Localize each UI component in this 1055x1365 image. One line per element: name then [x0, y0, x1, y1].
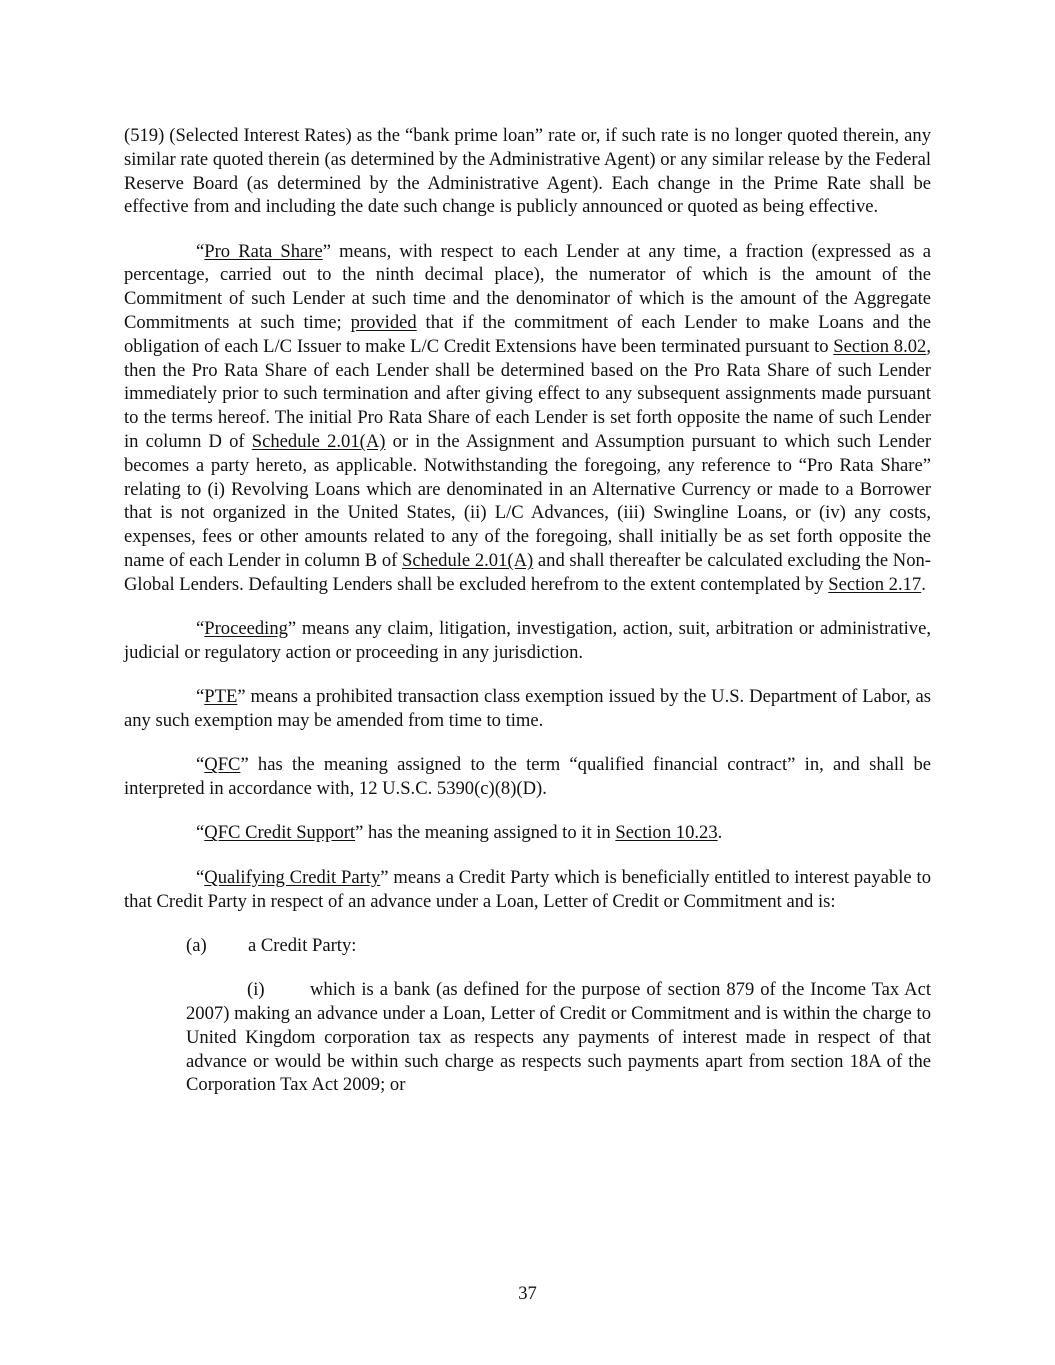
list-item-label: (a) [186, 934, 207, 956]
continuation-paragraph: (519) (Selected Interest Rates) as the “bank prime loan” rate or, if such rate is no longer quoted therein, any similar rate quoted therein (as determined by the Administrative Agent) or any similar release by the Federal Reserve Board (as determined by the Administrative Agent). Each change in the Prime Rate shall be effective from and including the date such change is publicly announced or quoted as being effective. [124, 125, 931, 218]
defined-term: Pro Rata Share [204, 240, 323, 262]
defined-term: Proceeding [204, 618, 288, 640]
section-reference: Section 10.23 [615, 822, 718, 844]
list-item-text: a Credit Party: [248, 934, 357, 956]
definition-qfc: “QFC” has the meaning assigned to the term “qualified financial contract” in, and shall be interpreted in accordance with, 12 U.S.C. 5390(c)(8)(D). [124, 754, 931, 800]
definition-pte: “PTE” means a prohibited transaction class exemption issued by the U.S. Department of Labor, as any such exemption may be amended from time to time. [124, 686, 931, 732]
section-reference: Section 8.02 [833, 335, 927, 357]
definition-proceeding: “Proceeding” means any claim, litigation, investigation, action, suit, arbitration or administrative, judicial or regulatory action or proceeding in any jurisdiction. [124, 618, 931, 663]
document-body [124, 124, 931, 1097]
defined-term: QFC [204, 754, 241, 776]
page-number: 37 [518, 1283, 537, 1304]
defined-term: Qualifying Credit Party [204, 866, 381, 888]
defined-term: QFC Credit Support [204, 822, 356, 844]
list-item-i [186, 978, 931, 1097]
list-item-text: which is a bank (as defined for the purpose of section 879 of the Income Tax Act 2007) making an advance under a Loan, Letter of Credit or Commitment and is within the charge to United Kingdom corporation tax as respects any payments of interest made in respect of that advance or would be within such charge as respects such payments apart from section 18A of the Corporation Tax Act 2009; or [186, 979, 931, 1096]
schedule-reference: Schedule 2.01(A) [251, 431, 386, 453]
definition-pro-rata-share: “Pro Rata Share” means, with respect to each Lender at any time, a fraction (expressed as a percentage, carried out to the ninth decimal place), the numerator of which is the amount of the Commitment of such Lender at such time and the denominator of which is the amount of the Aggregate Commitments at such time; provided that if the commitment of each Lender to make Loans and the obligation of each L/C Issuer to make L/C Credit Extensions have been terminated pursuant to Section 8.02, then the Pro Rata Share of each Lender shall be determined based on the Pro Rata Share of such Lender immediately prior to such termination and after giving effect to any subsequent assignments made pursuant to the terms hereof. The initial Pro Rata Share of each Lender is set forth opposite the name of such Lender in column D of Schedule 2.01(A) or in the Assignment and Assumption pursuant to which such Lender becomes a party hereto, as applicable. Notwithstanding the foregoing, any reference to “Pro Rata Share” relating to (i) Revolving Loans which are denominated in an Alternative Currency or made to a Borrower that is not organized in the United States, (ii) L/C Advances, (iii) Swingline Loans, or (iv) any costs, expenses, fees or other amounts related to any of the foregoing, shall initially be as set forth opposite the name of each Lender in column B of Schedule 2.01(A) and shall thereafter be calculated excluding the Non-Global Lenders. Defaulting Lenders shall be excluded herefrom to the extent contemplated by Section 2.17. [124, 240, 932, 595]
definition-qfc-credit-support: “QFC Credit Support” has the meaning assigned to it in Section 10.23. [196, 822, 723, 844]
provided-emphasis: provided [350, 312, 417, 334]
defined-term: PTE [204, 686, 238, 708]
section-reference: Section 2.17 [828, 573, 922, 595]
schedule-reference: Schedule 2.01(A) [402, 550, 534, 572]
list-item-a [124, 934, 931, 958]
definition-qualifying-credit-party: “Qualifying Credit Party” means a Credit Party which is beneficially entitled to interest payable to that Credit Party in respect of an advance under a Loan, Letter of Credit or Commitment and is: [124, 866, 931, 912]
list-item-label: (i) [247, 979, 265, 1001]
